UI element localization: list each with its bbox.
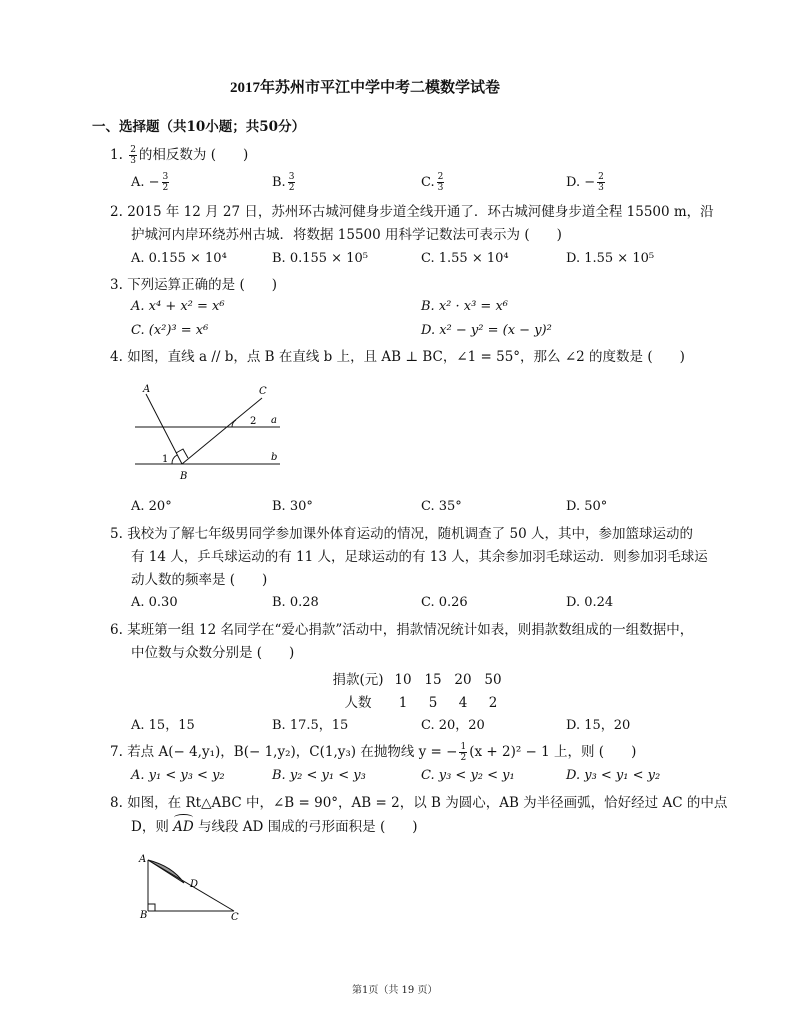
table-cell: 人数 [344,695,372,711]
option-d[interactable]: D. 0.24 [566,595,614,610]
table-cell: 15 [424,672,442,688]
option-b[interactable]: B. $\frac{3}{2}$ [272,172,295,193]
table-cell: 1 [398,695,408,711]
question-2 [110,203,714,221]
parallel-lines-figure [130,380,290,485]
option-a[interactable]: A. − $\frac{3}{2}$ [131,172,169,193]
table-cell: 20 [454,672,472,688]
question-1 [110,145,248,166]
label-d-point: D [190,879,199,890]
right-angle-mark [148,904,155,911]
table-cell: 5 [428,695,438,711]
page-footer: 第1页（共 19 页） [352,985,438,996]
fraction: $\frac{2}{3}$ [130,145,136,166]
question-number: 1. [110,147,123,163]
question-5 [110,525,693,543]
donation-table-row-1 [328,668,508,688]
table-cell: 2 [488,695,498,711]
right-triangle-figure [134,852,244,922]
option-d[interactable]: D. y₃ < y₁ < y₂ [566,768,661,783]
question-number: 5. [110,526,123,542]
option-c[interactable]: C. y₃ < y₂ < y₁ [421,768,515,783]
label-b-point: B [140,910,148,921]
option-c[interactable]: C. 0.26 [421,595,468,610]
question-text: 若点 A(− 4,y₁)，B(− 1,y₂)，C(1,y₃) 在抛物线 y = − [127,744,458,760]
question-6-line-2: 中位数与众数分别是 ( ) [131,645,295,661]
fraction: $\frac{1}{2}$ [460,742,467,763]
option-b[interactable]: B. y₂ < y₁ < y₃ [272,768,366,783]
question-number: 3. [110,277,123,293]
question-text: 下列运算正确的是 ( ) [127,277,278,293]
arc-ad-symbol: AD [173,818,194,836]
label-angle-1: 1 [162,454,169,465]
option-b[interactable]: B. 30° [272,499,313,514]
option-d[interactable]: D. x² − y² = (x − y)² [421,323,552,338]
question-number: 2. [110,204,123,220]
option-c[interactable]: C. 20，20 [421,718,485,733]
option-b[interactable]: B. x² · x³ = x⁶ [421,299,509,314]
option-b[interactable]: B. 17.5，15 [272,718,349,733]
question-4 [110,348,685,366]
donation-table-row-2 [328,691,508,711]
option-d[interactable]: D. 1.55 × 10⁵ [566,251,655,266]
question-text: 的相反数为 ( ) [138,147,249,163]
table-cell: 50 [484,672,502,688]
option-c[interactable]: C. 35° [421,499,462,514]
option-a[interactable]: A. x⁴ + x² = x⁶ [131,299,225,314]
question-text: 如图，在 Rt△ABC 中，∠B = 90°，AB = 2，以 B 为圆心，AB 为半径画弧，恰好经过 AC 的中点 [127,795,728,811]
question-7 [110,742,636,763]
question-text: 我校为了解七年级男同学参加课外体育运动的情况，随机调查了 50 人，其中，参加篮球运动的 [127,526,693,542]
question-5-line-2: 有 14 人，乒乓球运动的有 11 人，足球运动的有 13 人，其余参加羽毛球运动．则参加羽毛球运 [131,549,708,565]
question-number: 4. [110,349,123,365]
label-angle-2: 2 [250,416,257,427]
option-a[interactable]: A. y₁ < y₃ < y₂ [131,768,225,783]
page-title: 2017年苏州市平江中学中考二模数学试卷 [230,80,501,96]
label-b-point: B [180,471,188,482]
table-cell: 4 [458,695,468,711]
option-b[interactable]: B. 0.28 [272,595,319,610]
question-8 [110,794,727,812]
option-c[interactable]: C. 1.55 × 10⁴ [421,251,509,266]
question-3 [110,276,277,294]
section-heading: 一、选择题（共10小题；共50分） [92,119,306,135]
option-c[interactable]: C. $\frac{2}{3}$ [421,172,444,193]
question-number: 7. [110,744,123,760]
option-d[interactable]: D. − $\frac{2}{3}$ [566,172,604,193]
option-c[interactable]: C. (x²)³ = x⁶ [131,323,209,338]
segment-bc [182,398,262,464]
question-8-line-2: D，则 AD 与线段 AD 围成的弓形面积是 ( ) [131,818,417,836]
question-2-line-2: 护城河内岸环绕苏州古城．将数据 15500 用科学记数法可表示为 ( ) [131,227,562,243]
question-text: 某班第一组 12 名同学在“爱心捐款”活动中，捐款情况统计如表，则捐款数组成的一组数据中， [127,622,694,638]
question-number: 8. [110,795,123,811]
question-text: 如图，直线 a // b，点 B 在直线 b 上，且 AB ⊥ BC，∠1 = 55°，那么 ∠2 的度数是 ( ) [127,349,685,365]
table-cell: 10 [394,672,412,688]
question-text: 2015 年 12 月 27 日，苏州环古城河健身步道全线开通了．环古城河健身步道全程 15500 m，沿 [127,204,714,220]
question-text-end: (x + 2)² − 1 上，则 ( ) [469,744,637,760]
option-a[interactable]: A. 0.30 [131,595,178,610]
option-d[interactable]: D. 50° [566,499,608,514]
question-6 [110,621,693,639]
option-a[interactable]: A. 20° [131,499,172,514]
angle-2-arc [232,420,236,427]
label-line-a: a [271,415,277,426]
question-5-line-3: 动人数的频率是 ( ) [131,572,268,588]
angle-1-arc [172,455,177,464]
option-a[interactable]: A. 0.155 × 10⁴ [131,251,227,266]
label-a-point: A [143,384,151,395]
label-a-point: A [139,854,147,865]
label-c-point: C [231,912,239,922]
option-b[interactable]: B. 0.155 × 10⁵ [272,251,368,266]
option-a[interactable]: A. 15，15 [131,718,195,733]
label-line-b: b [271,452,278,463]
label-c-point: C [259,386,267,397]
option-d[interactable]: D. 15，20 [566,718,631,733]
question-number: 6. [110,622,123,638]
table-cell: 捐款(元) [332,672,384,688]
